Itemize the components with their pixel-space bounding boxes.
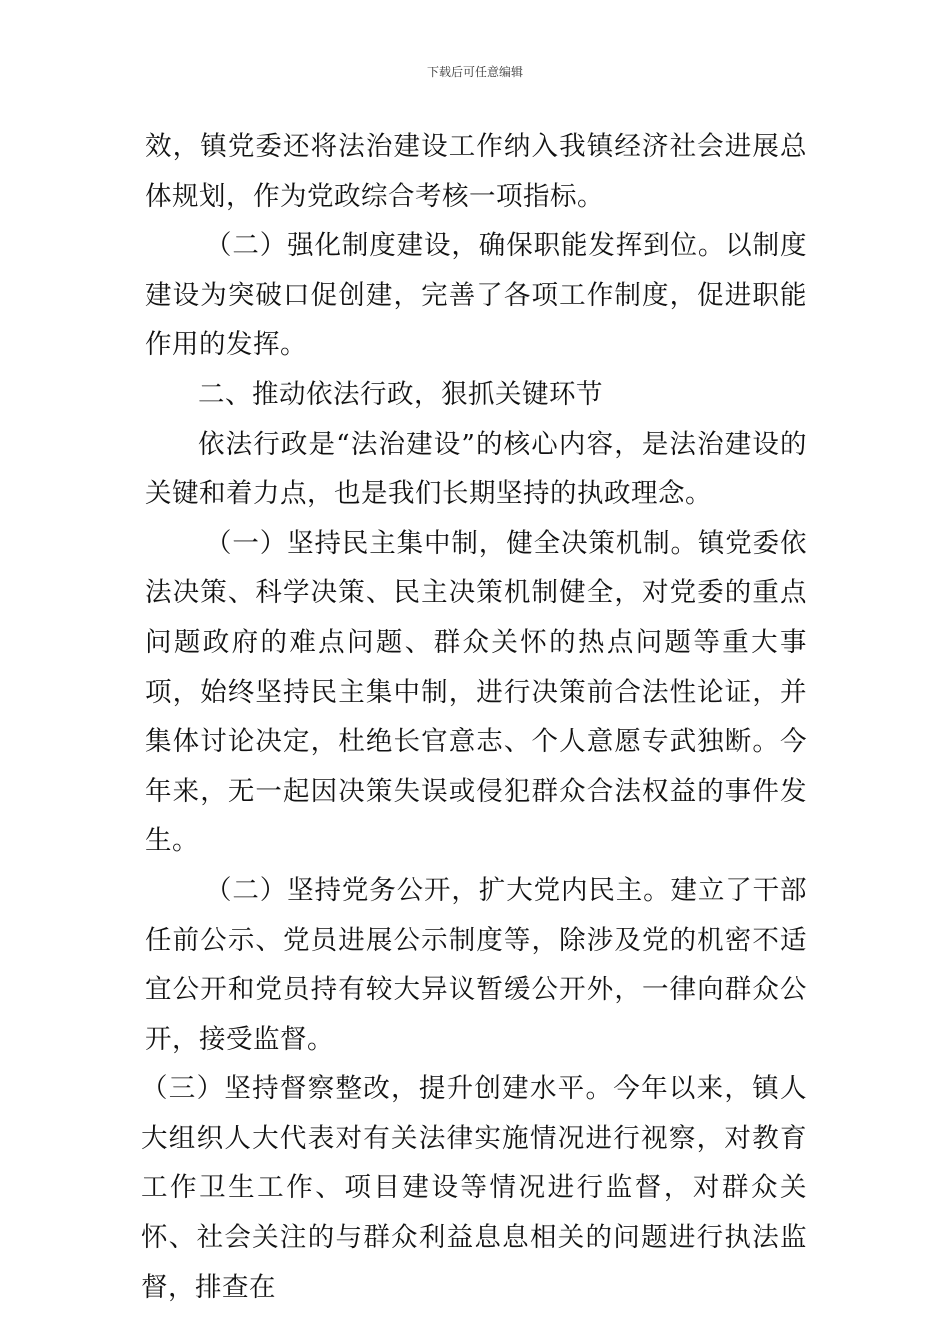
document-body	[141, 122, 807, 1312]
paragraph-administration-intro: 依法行政是“法治建设”的核心内容，是法治建设的关键和着力点，也是我们长期坚持的执政理念。	[145, 428, 807, 510]
paragraph-institution-building: （二）强化制度建设，确保职能发挥到位。以制度建设为突破口促创建，完善了各项工作制度，促进职能作用的发挥。	[145, 230, 807, 361]
page-header: 下载后可任意编辑	[426, 65, 523, 79]
paragraph-continuation: 效，镇党委还将法治建设工作纳入我镇经济社会进展总体规划，作为党政综合考核一项指标。	[145, 131, 807, 212]
paragraph-supervision-rectification: （三）坚持督察整改，提升创建水平。今年以来，镇人大组织人大代表对有关法律实施情况进行视察，对教育工作卫生工作、项目建设等情况进行监督，对群众关怀、社会关注的与群众利益息息相关的问题进行执法监督，排查在	[141, 1073, 807, 1303]
paragraph-democratic-centralism: （一）坚持民主集中制，健全决策机制。镇党委依法决策、科学决策、民主决策机制健全，对党委的重点问题政府的难点问题、群众关怀的热点问题等重大事项，始终坚持民主集中制，进行决策前合法性论证，并集体讨论决定，杜绝长官意志、个人意愿专武独断。今年来，无一起因决策失误或侵犯群众合法权益的事件发生。	[145, 527, 807, 857]
section-heading-administration: 二、推动依法行政，狠抓关键环节	[198, 378, 603, 410]
paragraph-party-affairs-disclosure: （二）坚持党务公开，扩大党内民主。建立了干部任前公示、党员进展公示制度等，除涉及党的机密不适宜公开和党员持有较大异议暂缓公开外，一律向群众公开，接受监督。	[145, 874, 807, 1055]
